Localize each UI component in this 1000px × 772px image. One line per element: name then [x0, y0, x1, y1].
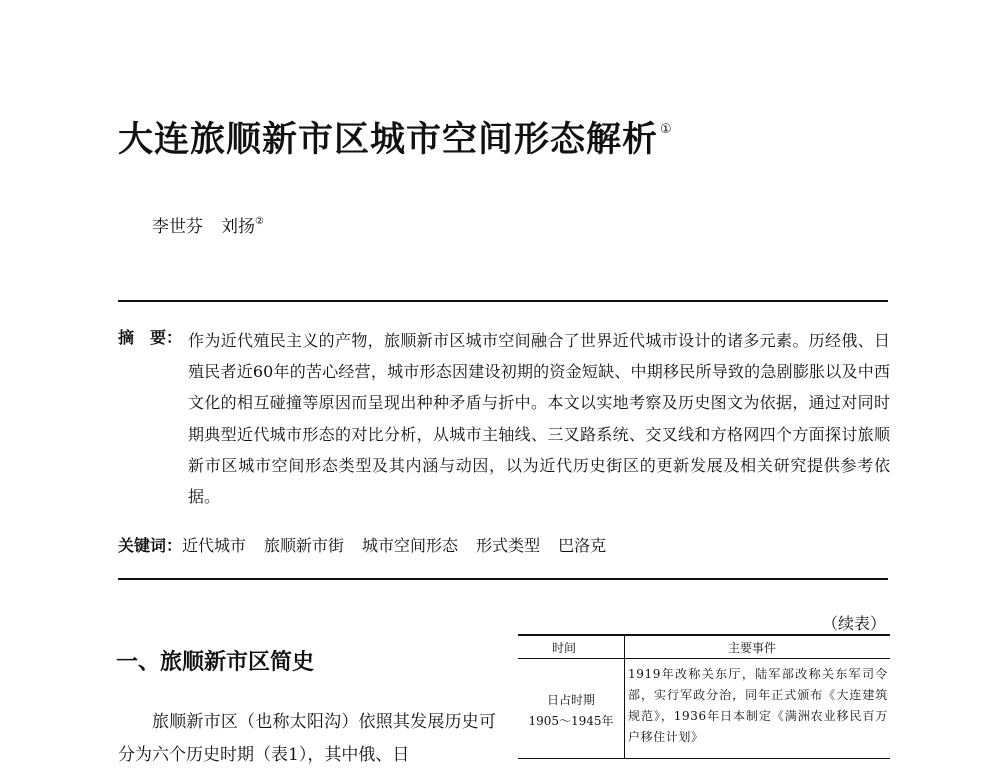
keyword: 近代城市: [182, 536, 247, 555]
keyword: 城市空间形态: [362, 536, 459, 555]
body-paragraph: 旅顺新市区（也称太阳沟）依照其发展历史可分为六个历史时期（表1），其中俄、日: [118, 712, 496, 765]
table-top-rule: [518, 634, 890, 636]
keyword: 形式类型: [476, 536, 541, 555]
table-period-years: 1905～1945年: [528, 714, 614, 728]
author-footnote-mark: ②: [255, 216, 264, 227]
table-period-name: 日占时期: [546, 693, 595, 707]
table-continued-label: （续表）: [822, 614, 887, 633]
table-header-event: 主要事件: [728, 641, 777, 655]
bottom-rule: [118, 578, 888, 580]
keyword: 旅顺新市街: [264, 536, 345, 555]
table-header-rule: [518, 658, 890, 659]
author-name: 李世芬: [152, 217, 203, 237]
keywords: [118, 533, 624, 556]
keyword: 巴洛克: [558, 536, 607, 555]
table-event-text: 1919年改称关东厅，陆军部改称关东军司令部，实行军政分治，同年正式颁布《大连建筑规范》，1936年日本制定《满洲农业移民百万户移住计划》: [628, 667, 888, 744]
title-footnote-mark: ①: [660, 122, 673, 137]
table-header-time: 时间: [552, 641, 577, 655]
keywords-label: 关键词：: [118, 536, 183, 555]
top-rule: [118, 300, 888, 302]
table-column-divider: [624, 636, 625, 758]
abstract: [118, 325, 890, 512]
section-heading: 一、旅顺新市区简史: [116, 650, 315, 675]
author-line: [152, 212, 264, 237]
paper-title: 大连旅顺新市区城市空间形态解析 ①: [118, 120, 673, 160]
author-name: 刘扬: [221, 217, 255, 237]
abstract-label: 摘 要：: [118, 328, 183, 347]
abstract-text: 作为近代殖民主义的产物，旅顺新市区城市空间融合了世界近代城市设计的诸多元素。历经俄、日殖民者近60年的苦心经营，城市形态因建设初期的资金短缺、中期移民所导致的急剧膨胀以及中西文化的相互碰撞等原因而呈现出种种矛盾与折中。本文以实地考察及历史图文为依据，通过对同时期典型近代城市形态的对比分析，从城市主轴线、三叉路系统、交叉线和方格网四个方面探讨旅顺新市区城市空间形态类型及其内涵与动因，以为近代历史街区的更新发展及相关研究提供参考依据。: [188, 331, 890, 507]
table-row-rule: [518, 758, 890, 759]
